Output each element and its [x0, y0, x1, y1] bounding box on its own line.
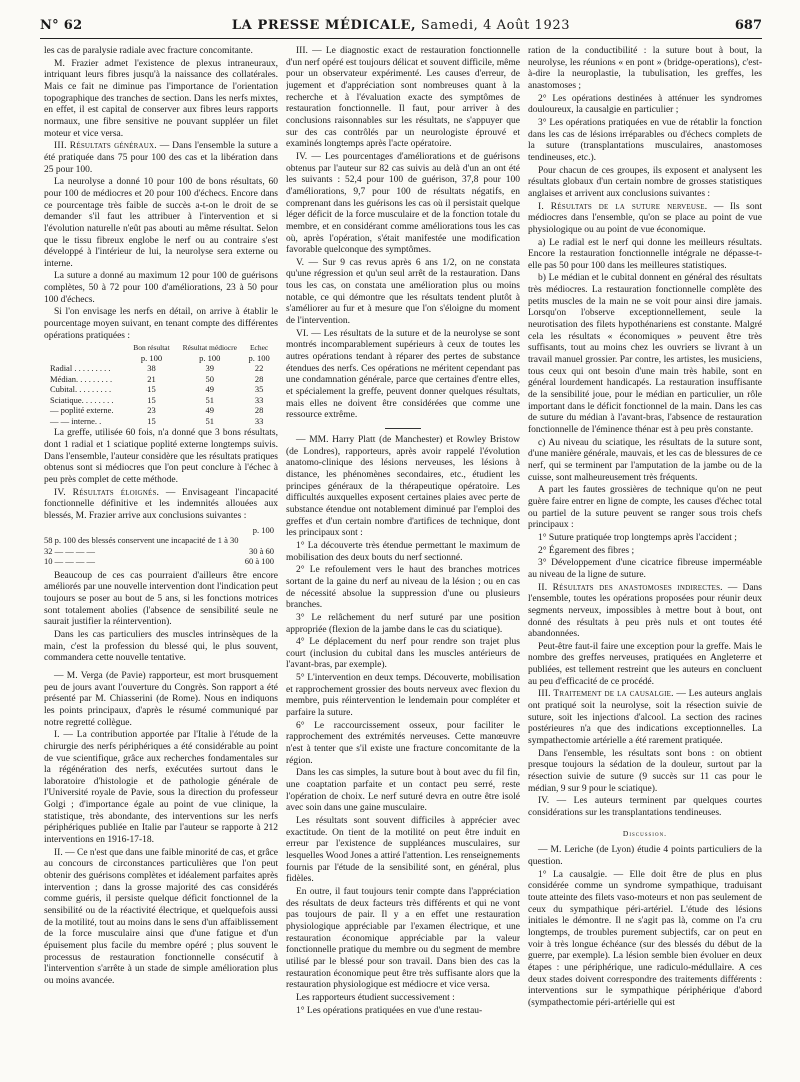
section-heading: II. Résultats des anastomoses indirectes.	[538, 582, 723, 593]
paragraph: IV. — Les pourcentages d'améliorations et de guérisons obtenus par l'auteur sur 82 cas suivis au delà d'un an ont été les suivants : 52,4 pour 100 de guérison, 37,8 pour 100 d'améliorations, 9,7 pour 100 de résultats négatifs, en comprenant dans les guérisons les cas où il persistait quelque léger déficit de la force musculaire et de la fonction totale du membre, et en considérant comme améliorations tous les cas où, après l'opération, s'était manifestée une modification favorable quelconque des symptômes.	[286, 151, 520, 256]
paragraph: La neurolyse a donné 10 pour 100 de bons résultats, 60 pour 100 de médiocres et 20 pour 100 d'échecs. Encore dans ce pourcentage très faible de succès a-t-on le droit de se demander s'il faut les attribuer à l'intervention et si l'évolution naturelle n'eût pas abouti au même résultat. Selon que le tissu fibreux englobe le nerf ou au contraire s'est développé à l'intérieur de lui, la neurolyse sera externe ou interne.	[44, 177, 278, 269]
table-cell: 21	[147, 373, 156, 384]
table-cell: 23	[147, 405, 156, 416]
table-cell: 39	[205, 363, 215, 374]
paragraph: En outre, il faut toujours tenir compte dans l'appréciation des résultats de deux facteurs très différents et qui ne vont pas toujours de pair. Il y a en effet une restauration physiologique appréciable par l'examen électrique, et une restauration économique appréciable par la valeur fonctionnelle pratique du membre ou du segment de membre utilisé par le blessé pour son travail. Dans bien des cas la restauration économique peut être très suffisante alors que la restauration physiologique est médiocre et vice versa.	[286, 886, 520, 991]
row-label: — poplité externe.	[50, 405, 114, 416]
paragraph-text: — Ils sont médiocres dans l'ensemble, qu'on se place au point de vue physiologique ou au point de vue économique.	[528, 201, 762, 235]
paragraph-text: — Dans l'ensemble, toutes les opérations proposées pour réunir deux segments nerveux, impossibles à mettre bout à bout, ont donné des résultats à peu près nuls et ont toutes été abandonnées.	[528, 582, 762, 640]
paragraph	[528, 583, 762, 641]
table-row	[48, 374, 274, 385]
table-cell: 28	[254, 373, 264, 384]
journal-title-line	[40, 18, 762, 33]
table-row	[48, 405, 274, 416]
table-corner	[48, 344, 128, 353]
table-cell: 50	[205, 373, 215, 384]
section-heading: I. Résultats de la suture nerveuse.	[538, 201, 708, 212]
journal-name: LA PRESSE MÉDICALE,	[231, 18, 417, 33]
paragraph-text: — Les auteurs anglais ont pratiqué soit la neurolyse, soit la résection suivie de suture, soit les injections d'alcool. La section des racines postérieures n'a que des indications exceptionnelles. La sympathectomie artérielle a été rarement pratiquée.	[528, 689, 762, 747]
paragraph: Si l'on envisage les nerfs en détail, on arrive à établir le pourcentage moyen suivant, en tenant compte des différentes opérations pratiquées :	[44, 307, 278, 341]
column-1	[44, 46, 278, 1074]
table-cell: 35	[254, 384, 264, 395]
paragraph: — M. Verga (de Pavie) rapporteur, est mort brusquement peu de jours avant l'ouverture du Congrès. Son rapport a été présenté par M. Chiasserini (de Rome). Nous en indiquons les points principaux, d'après le résumé communiqué par notre regretté collègue.	[44, 670, 278, 728]
paragraph: A part les fautes grossières de technique qu'on ne peut guère faire entrer en ligne de compte, les causes d'échec total ou partiel de la suture peuvent se ranger sous trois chefs principaux :	[528, 485, 762, 531]
table-cell: 10 — — — —	[44, 556, 95, 567]
discussion-heading: Discussion.	[622, 828, 668, 838]
table-cell: 32 — — — —	[44, 545, 95, 556]
page-header	[40, 18, 762, 36]
row-label: Radial . . . . . . . . .	[50, 363, 111, 374]
paragraph: 3° Le relâchement du nerf suturé par une position appropriée (flexion de la jambe dans le cas du sciatique).	[286, 612, 520, 635]
paragraph	[528, 202, 762, 237]
column-2	[286, 46, 520, 1074]
table-cell: 28	[254, 405, 264, 416]
paragraph: 3° Les opérations pratiquées en vue de rétablir la fonction dans les cas de lésions irréparables ou d'échecs complets de la suture (transplantations musculaires, anastomoses tendineuses, etc.).	[528, 117, 762, 163]
paragraph: M. Frazier admet l'existence de plexus intraneuraux, intriquant leurs fibres jusqu'à la naissance des collatérales. Mais ce fait ne diminue pas l'importance de l'orientation topographique des tranches de section. Dans les nerfs mixtes, en effet, il est capital de conserver aux fibres leurs rapports normaux, une fibre sensitive ne pouvant suppléer un filet moteur et vice versa.	[44, 58, 278, 139]
table-row	[48, 395, 274, 406]
paragraph: 1° La découverte très étendue permettant le maximum de mobilisation des deux bouts du nerf sectionné.	[286, 540, 520, 563]
table-cell: 15	[147, 394, 156, 405]
table-unit-row	[48, 353, 274, 364]
table-row	[48, 416, 274, 427]
section-heading: III. Résultats généraux.	[54, 141, 157, 152]
unit-cell: p. 100	[248, 352, 270, 363]
paragraph: 5° L'intervention en deux temps. Découverte, mobilisation et rapprochement grossier des bouts nerveux avec flexion du membre, puis réintervention le lendemain pour compléter et parfaire la suture.	[286, 673, 520, 719]
table-row	[44, 546, 278, 557]
table-cell: 49	[205, 405, 215, 416]
paragraph: La greffe, utilisée 60 fois, n'a donné que 3 bons résultats, dont 1 radial et 1 sciatique poplité externe longtemps suivis. Dans l'ensemble, l'auteur considère que les résultats pratiques obtenus sont si médiocres que l'on peut conclure à l'échec à peu près complet de cette méthode.	[44, 428, 278, 486]
table-cell	[48, 353, 128, 364]
row-label: Sciatique. . . . . . . .	[50, 394, 114, 405]
paragraph: a) Le radial est le nerf qui donne les meilleurs résultats. Encore la restauration fonctionnelle intégrale ne dépasse-t-elle pas 50 pour 100 dans les meilleures statistiques.	[528, 237, 762, 271]
unit-cell: p. 100	[140, 352, 163, 363]
section-heading: IV. Résultats éloignés.	[54, 487, 160, 498]
table-cell: 38	[147, 363, 156, 374]
paragraph: III. — Le diagnostic exact de restauration fonctionnelle d'un nerf opéré est toujours délicat et souvent difficile, même pour un observateur expérimenté. Les causes d'erreur, de jugement et d'appréciation sont nombreuses quant à la recherche et à l'évaluation exacte des symptômes de restauration fonctionnelle. Il faut, pour arriver à des conclusions raisonnables sur les résultats, ne s'appuyer que sur des cas contrôlés par un neurologiste éprouvé et examinés longtemps après l'acte opératoire.	[286, 46, 520, 150]
paragraph: 1° Suture pratiquée trop longtemps après l'accident ;	[538, 532, 737, 543]
table-cell: 49	[205, 384, 215, 395]
header-rule	[40, 38, 762, 39]
page-number: 687	[734, 18, 762, 33]
paragraph: b) Le médian et le cubital donnent en général des résultats très médiocres. La restauration fonctionnelle complète des petits muscles de la main ne se voit pour ainsi dire jamais. Lorsqu'on l'observe exceptionnellement, seule la neurotisation des filets hypothénariens est constante. Malgré cela les résultats « économiques » peuvent être très suffisants, tout au moins chez les ouvriers se livrant à un travail manuel grossier. Par contre, les artistes, les musiciens, tous ceux qui ont besoin d'une main très habile, sont en général lourdement handicapés. La restauration insuffisante de la sensibilité joue, pour le médian en particulier, un rôle important dans le déficit fonctionnel de la main. Dans les cas de suture du médian à l'avant-bras, l'absence de restauration fonctionnelle de l'éminence thénar est à peu près constante.	[528, 273, 762, 435]
paragraph: 3° Développement d'une cicatrice fibreuse imperméable au niveau de la ligne de suture.	[528, 558, 762, 580]
table-cell: 33	[254, 394, 264, 405]
issue-date: Samedi, 4 Août 1923	[416, 18, 571, 33]
incapacity-table	[44, 525, 278, 567]
paragraph: les cas de paralysie radiale avec fracture concomitante.	[44, 46, 253, 56]
paragraph: Dans l'ensemble, les résultats sont bons : on obtient presque toujours la sédation de la douleur, surtout par la résection suivie de suture (9 succès sur 11 cas pour le médian, 9 sur 9 pour le sciatique).	[528, 748, 762, 794]
paragraph: — M. Leriche (de Lyon) étudie 4 points particuliers de la question.	[528, 845, 762, 867]
paragraph: 1° La causalgie. — Elle doit être de plus en plus considérée comme un syndrome sympathique, traduisant toute atteinte des filets vaso-moteurs et non pas seulement de ceux du sympathique péri-artériel. L'étude des lésions initiales le démontre. Il ne s'agit pas là, comme on l'a cru longtemps, de troubles purement subjectifs, car on peut en voir à très longue échéance (sur des blessés du début de la guerre, par exemple). La lésion semble bien évoluer en deux étapes : une périphérique, une radiculo-médullaire. A ces deux stades doivent correspondre des traitements différents : interventions sur le sympathique périphérique d'abord (sympathectomie péri-artérielle qui est	[528, 869, 762, 1008]
paragraph: 2° Égarement des fibres ;	[538, 545, 635, 556]
paragraph: 2° Le refoulement vers le haut des branches motrices sortant de la gaine du nerf au niveau de la lésion ; ou en cas de nécessité absolue la suppression d'une ou plusieurs branches.	[286, 565, 520, 611]
table-cell: 33	[254, 415, 264, 426]
paragraph: Les rapporteurs étudient successivement :	[296, 992, 455, 1003]
paragraph	[44, 488, 278, 523]
column-3	[528, 46, 762, 1074]
paragraph-text: — Dans l'ensemble la suture a été pratiquée dans 75 pour 100 des cas et la libération dans 25 pour 100.	[44, 141, 278, 175]
paragraph: 2° Les opérations destinées à atténuer les syndromes douloureux, la causalgie en particulier ;	[528, 93, 762, 116]
unit-cell: p. 100	[199, 352, 221, 363]
paragraph: c) Au niveau du sciatique, les résultats de la suture sont, d'une manière générale, mauvais, et les cas de blessures de ce nerf, qui se terminent par l'amputation de la jambe ou de la cuisse, sont malheureusement très fréquents.	[528, 437, 762, 483]
table-cell: 15	[147, 384, 156, 395]
unit-cell: p. 100	[252, 524, 274, 535]
paragraph: I. — La contribution apportée par l'Italie à l'étude de la chirurgie des nerfs périphériques a été considérable au point de vue scientifique, grâce aux recherches fondamentales sur la régénération des nerfs, exécutées surtout dans le laboratoire d'histologie et de pathologie générale de l'Université royale de Pavie, sous la direction du professeur Golgi ; d'importance égale au point de vue clinique, la statistique, très abondante, des interventions sur les nerfs périphériques publiée en Italie par l'auteur se rapporte à 212 interventions en 1916-17-18.	[44, 730, 278, 846]
issue-number: N° 62	[40, 18, 83, 33]
table-cell: 58 p. 100 des blessés conservent une incapacité de 1 à 30	[44, 535, 239, 546]
paragraph: Peut-être faut-il faire une exception pour la greffe. Mais le nombre des greffes nerveuses, pratiquées en Angleterre et publiées, est tellement restreint que les auteurs en concluent au peu d'efficacité de ce procédé.	[528, 641, 762, 687]
results-table	[48, 344, 274, 426]
paragraph: Pour chacun de ces groupes, ils exposent et analysent les résultats globaux d'un certain nombre de grosses statistiques anglaises et arrivent aux conclusions suivantes :	[528, 165, 762, 199]
table-cell: 51	[205, 415, 215, 426]
table-header-row	[48, 344, 274, 353]
table-cell: 30 à 60	[248, 545, 274, 556]
row-label: Cubital. . . . . . . . .	[50, 384, 112, 395]
table-cell: 15	[147, 415, 156, 426]
table-cell: 60 à 100	[244, 556, 274, 567]
paragraph: V. — Sur 9 cas revus après 6 ans 1/2, on ne constata qu'une régression et qu'un seul arrêt de la restauration. Dans tous les cas, on constata une amélioration plus ou moins notable, ce qui démontre que les résultats tendent plutôt à s'améliorer au fur et à mesure que l'on s'éloigne du moment de l'intervention.	[286, 257, 520, 327]
paragraph: 1° Les opérations pratiquées en vue d'une restau-	[296, 1005, 483, 1016]
paragraph: — MM. Harry Platt (de Manchester) et Rowley Bristow (de Londres), rapporteurs, après avoir rappelé l'évolution anatomo-clinique des lésions nerveuses, les lésions à distance, les phénomènes secondaires, etc., étudient les principes généraux de la thérapeutique opératoire. Les difficultés auxquelles exposent certaines plaies avec perte de substance étendue ont notablement diminué par l'emploi des greffes et d'un certain nombre d'artifices de technique, dont les principaux sont :	[286, 435, 520, 539]
paragraph: VI. — Les résultats de la suture et de la neurolyse se sont montrés incomparablement supérieurs à ceux de toutes les autres opérations tendant à réparer des pertes de substance étendues des nerfs. Ces opérations ne méritent cependant pas une condamnation générale, parce que certaines d'entre elles, et spécialement la greffe, peuvent donner quelques résultats, mais elles ne doivent être considérées que comme une ressource extrême.	[286, 328, 520, 421]
paragraph	[44, 141, 278, 176]
column-header: Bon résultat	[133, 343, 170, 353]
table-row	[48, 363, 274, 374]
paragraph	[528, 689, 762, 747]
paragraph: Dans les cas particuliers des muscles intrinsèques de la main, c'est la profession du blessé qui, le plus souvent, commandera cette nouvelle tentative.	[44, 629, 278, 664]
paragraph: 6° Le raccourcissement osseux, pour faciliter le rapprochement des extrémités nerveuses. Cette manœuvre n'est à tenter que s'il existe une fracture concomitante de la région.	[286, 720, 520, 766]
section-heading: III. Traitement de la causalgie.	[538, 689, 674, 700]
article-columns	[44, 46, 762, 1074]
paragraph-text: — Envisageant l'incapacité fonctionnelle définitive et les indemnités allouées aux blessés, M. Frazier arrive aux conclusions suivantes :	[44, 487, 278, 521]
paragraph: II. — Ce n'est que dans une faible minorité de cas, et grâce au concours de circonstances particulières que l'on peut obtenir des guérisons complètes et idéalement parfaites après intervention ; dans la grosse majorité des cas considérés comme guéris, il persiste quelque déficit fonctionnel de la sensibilité ou de la réactivité électrique, et quelquefois aussi de la motilité, tout au moins dans le sens d'un affaiblissement de la force musculaire ainsi que d'une fatigue et d'un épuisement plus facile du membre opéré ; plus souvent le processus de restauration fonctionnelle consécutif à l'intervention s'arrête à un stade de simple amélioration plus ou moins avancée.	[44, 847, 278, 986]
table-unit-row	[44, 525, 278, 536]
table-cell: 22	[254, 363, 264, 374]
paragraph: Beaucoup de ces cas pourraient d'ailleurs être encore améliorés par une nouvelle intervention dont l'indication peut toujours se poser au bout de 5 ans, si les fonctions motrices sont totalement abolies (l'absence de sensibilité seule ne saurait justifier la réintervention).	[44, 570, 278, 628]
table-row	[44, 556, 278, 567]
table-row	[48, 384, 274, 395]
row-label: Médian. . . . . . . . .	[50, 373, 113, 384]
row-label: — — interne. .	[50, 415, 102, 426]
paragraph: Les résultats sont souvent difficiles à apprécier avec exactitude. On tient de la motilité on peut être induit en erreur par l'existence de suppléances musculaires, sur lesquelles Wood Jones a attiré l'attention. Les renseignements fournis par l'étude de la sensibilité sont, en général, plus fidèles.	[286, 816, 520, 885]
paragraph: 4° Le déplacement du nerf pour rendre son trajet plus court (inclusion du cubital dans les muscles antérieurs de l'avant-bras, par exemple).	[286, 637, 520, 671]
column-header: Résultat médiocre	[182, 343, 237, 353]
paragraph: Dans les cas simples, la suture bout à bout avec du fil fin, une coaptation parfaite et un contact peu serré, reste l'opération de choix. Le nerf suturé devra en outre être isolé avec soin dans une gaine musculaire.	[286, 768, 520, 814]
table-cell: 51	[205, 394, 215, 405]
table-row	[44, 535, 278, 546]
paragraph: ration de la conductibilité : la suture bout à bout, la neurolyse, les réunions « en pont » (bridge-operations), c'est-à-dire la neuroplastie, la tubulisation, les greffes, les anastomoses ;	[528, 46, 762, 91]
section-divider	[385, 428, 421, 429]
column-header: Echec	[249, 343, 269, 353]
paragraph: La suture a donné au maximum 12 pour 100 de guérisons complètes, 50 à 72 pour 100 d'améliorations, 23 à 50 pour 100 d'échecs.	[44, 271, 278, 305]
paragraph: IV. — Les auteurs terminent par quelques courtes considérations sur les transplantations tendineuses.	[528, 796, 762, 818]
